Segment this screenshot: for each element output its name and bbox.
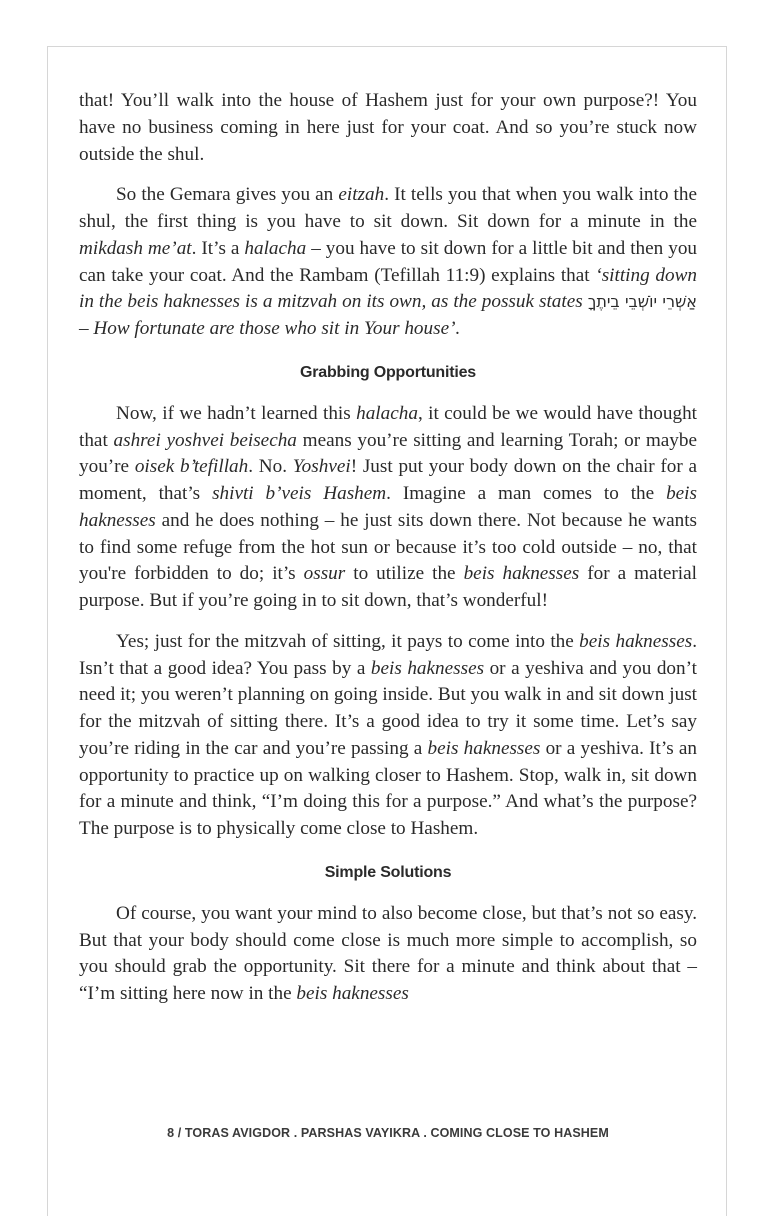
italic-text: mikdash me’at <box>79 237 192 259</box>
paragraph <box>79 401 697 615</box>
italic-text: beis haknesses <box>427 737 541 759</box>
paragraph <box>79 182 697 343</box>
italic-text: ossur <box>303 563 346 585</box>
text-run: for a material purpose. But if you’re going in to sit down, that’s wonderful! <box>79 563 697 611</box>
text-run: or a yeshiva. It’s an opportunity to practice up on walking closer to Hashem. Stop, walk in, sit down for a minute and think, “I’m doing this for a purpose.” And what’s the purpose? The purpose is to physically come close to Hashem. <box>79 737 697 839</box>
text-run: ! Just put your body down on the chair for a moment, that’s <box>79 456 697 504</box>
text-run: means you’re sitting and learning Torah; or maybe you’re <box>79 429 697 478</box>
section-heading: Simple Solutions <box>324 863 452 881</box>
text-run: and he does nothing – he just sits down there. Not because he wants to find some refuge from the hot sun or because it’s too cold outside – no, that you're forbidden to do; it’s <box>79 509 697 585</box>
text-run: . It tells you that when you walk into the shul, the first thing is you have to sit down. Sit down for a minute in the <box>79 184 697 232</box>
italic-text: ‘sitting down in the beis haknesses is a mitzvah on its own, as the possuk states <box>79 264 697 313</box>
text-run: . No. <box>248 456 293 478</box>
italic-text: ashrei yoshvei beisecha <box>113 429 297 451</box>
text-run: to utilize the <box>345 563 464 585</box>
italic-text: beis haknesses <box>579 630 693 652</box>
section-heading: Grabbing Opportunities <box>299 363 477 381</box>
italic-text: eitzah <box>338 184 385 206</box>
text-run: – you have to sit down for a little bit and then you can take your coat. And the Rambam (Tefillah 11:9) explains that <box>79 237 698 286</box>
paragraph <box>79 901 697 1008</box>
page-footer: 8 / TORAS AVIGDOR . PARSHAS VAYIKRA . COMING CLOSE TO HASHEM <box>167 1126 609 1140</box>
text-run: Yes; just for the mitzvah of sitting, it pays to come into the <box>116 630 580 652</box>
italic-text: beis haknesses <box>296 983 409 1004</box>
italic-text: – How fortunate are those who sit in Your house’. <box>79 318 461 339</box>
text-run: or a yeshiva and you don’t need it; you weren’t planning on going inside. But you walk in and sit down just for the mitzvah of sitting there. It’s a good idea to try it some time. Let’s say you’re riding in the car and you’re passing a <box>79 657 697 759</box>
hebrew-quote: אַשְׁרֵי יוֹשְׁבֵי בֵיתֶךָ <box>587 292 698 312</box>
italic-text: beis haknesses <box>463 563 580 585</box>
text-run: , it could be we would have thought that <box>79 402 698 451</box>
text-run: So the Gemara gives you an <box>116 184 339 206</box>
italic-text: halacha <box>244 237 307 259</box>
paragraph <box>79 88 697 168</box>
text-run: . Imagine a man comes to the <box>386 483 667 504</box>
italic-text: beis haknesses <box>370 657 485 679</box>
italic-text: Yoshvei <box>292 456 351 478</box>
italic-text: halacha <box>356 402 418 424</box>
text-run: . It’s a <box>191 237 245 259</box>
italic-text: oisek b’tefillah <box>134 456 249 478</box>
paragraph <box>79 629 697 843</box>
text-run: Now, if we hadn’t learned this <box>116 402 357 424</box>
italic-text: beis haknesses <box>79 483 697 531</box>
document-body <box>79 88 697 1022</box>
italic-text: shivti b’veis Hashem <box>212 483 387 504</box>
text-run: . Isn’t that a good idea? You pass by a <box>79 630 698 679</box>
text-run: Of course, you want your mind to also become close, but that’s not so easy. But that your body should come close is much more simple to accomplish, so you should grab the opportunity. Sit there for a minute and think about that – “I’m sitting here now in the <box>79 902 697 1004</box>
text-run: that! You’ll walk into the house of Hashem just for your own purpose?! You have no business coming in here just for your coat. And so you’re stuck now outside the shul. <box>79 90 697 165</box>
